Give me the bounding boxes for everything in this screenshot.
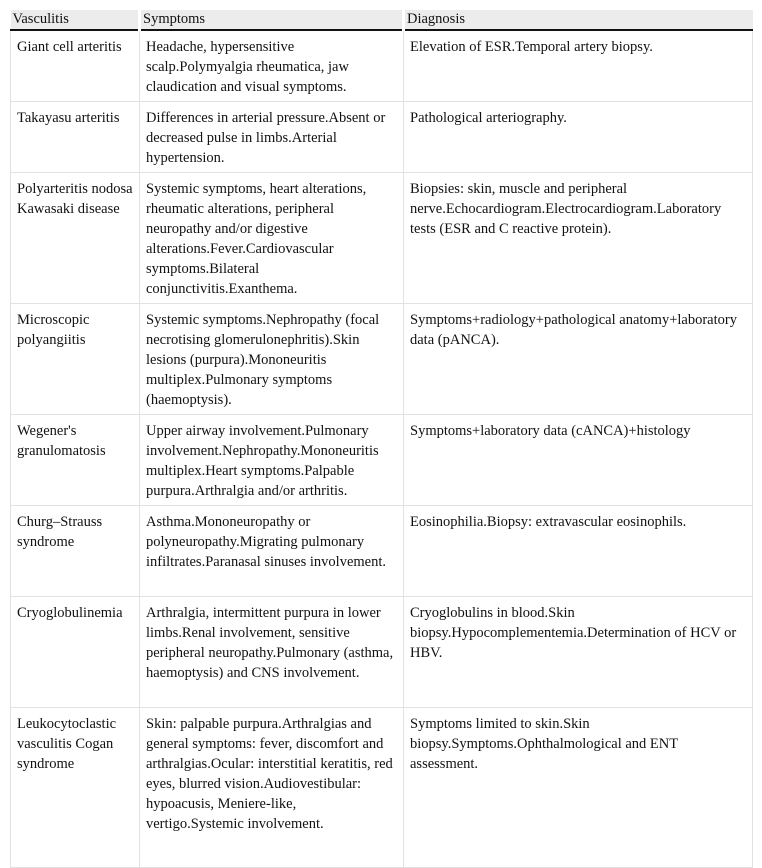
- vasculitis-cell: Polyarteritis nodosa Kawasaki disease: [11, 173, 140, 304]
- table-row: [11, 30, 753, 102]
- symptoms-cell: Asthma.Mononeuropathy or polyneuropathy.Migrating pulmonary infiltrates.Paranasal sinuses involvement.: [140, 506, 404, 597]
- vasculitis-cell: Cryoglobulinemia: [11, 597, 140, 708]
- symptoms-cell: Differences in arterial pressure.Absent or decreased pulse in limbs.Arterial hypertension.: [140, 102, 404, 173]
- diagnosis-cell: Symptoms+radiology+pathological anatomy+laboratory data (pANCA).: [404, 304, 753, 415]
- vasculitis-cell: Leukocytoclastic vasculitis Cogan syndrome: [11, 708, 140, 868]
- table-row: [11, 415, 753, 506]
- header-row: [11, 10, 753, 30]
- table-row: [11, 708, 753, 868]
- header-vasculitis: Vasculitis: [11, 10, 140, 30]
- header-diagnosis: Diagnosis: [404, 10, 753, 30]
- vasculitis-cell: Giant cell arteritis: [11, 30, 140, 102]
- diagnosis-cell: Biopsies: skin, muscle and peripheral nerve.Echocardiogram.Electrocardiogram.Laboratory tests (ESR and C reactive protein).: [404, 173, 753, 304]
- symptoms-cell: Skin: palpable purpura.Arthralgias and general symptoms: fever, discomfort and arthralgias.Ocular: interstitial keratitis, red eyes, blurred vision.Audiovestibular: hypoacusis, Meniere-like, vertigo.Systemic involvement.: [140, 708, 404, 868]
- diagnosis-cell: Symptoms+laboratory data (cANCA)+histology: [404, 415, 753, 506]
- diagnosis-cell: Symptoms limited to skin.Skin biopsy.Symptoms.Ophthalmological and ENT assessment.: [404, 708, 753, 868]
- diagnosis-cell: Eosinophilia.Biopsy: extravascular eosinophils.: [404, 506, 753, 597]
- symptoms-cell: Arthralgia, intermittent purpura in lower limbs.Renal involvement, sensitive peripheral neuropathy.Pulmonary (asthma, haemoptysis) and CNS involvement.: [140, 597, 404, 708]
- diagnosis-cell: Pathological arteriography.: [404, 102, 753, 173]
- vasculitis-cell: Wegener's granulomatosis: [11, 415, 140, 506]
- vasculitis-table: [10, 10, 753, 868]
- symptoms-cell: Systemic symptoms.Nephropathy (focal necrotising glomerulonephritis).Skin lesions (purpura).Mononeuritis multiplex.Pulmonary symptoms (haemoptysis).: [140, 304, 404, 415]
- vasculitis-cell: Microscopic polyangiitis: [11, 304, 140, 415]
- table-row: [11, 173, 753, 304]
- table-row: [11, 506, 753, 597]
- table-row: [11, 597, 753, 708]
- diagnosis-cell: Elevation of ESR.Temporal artery biopsy.: [404, 30, 753, 102]
- vasculitis-cell: Churg–Strauss syndrome: [11, 506, 140, 597]
- header-symptoms: Symptoms: [140, 10, 404, 30]
- symptoms-cell: Systemic symptoms, heart alterations, rheumatic alterations, peripheral neuropathy and/or digestive alterations.Fever.Cardiovascular symptoms.Bilateral conjunctivitis.Exanthema.: [140, 173, 404, 304]
- table-row: [11, 102, 753, 173]
- diagnosis-cell: Cryoglobulins in blood.Skin biopsy.Hypocomplementemia.Determination of HCV or HBV.: [404, 597, 753, 708]
- symptoms-cell: Upper airway involvement.Pulmonary involvement.Nephropathy.Mononeuritis multiplex.Heart symptoms.Palpable purpura.Arthralgia and/or arthritis.: [140, 415, 404, 506]
- table-row: [11, 304, 753, 415]
- vasculitis-cell: Takayasu arteritis: [11, 102, 140, 173]
- symptoms-cell: Headache, hypersensitive scalp.Polymyalgia rheumatica, jaw claudication and visual symptoms.: [140, 30, 404, 102]
